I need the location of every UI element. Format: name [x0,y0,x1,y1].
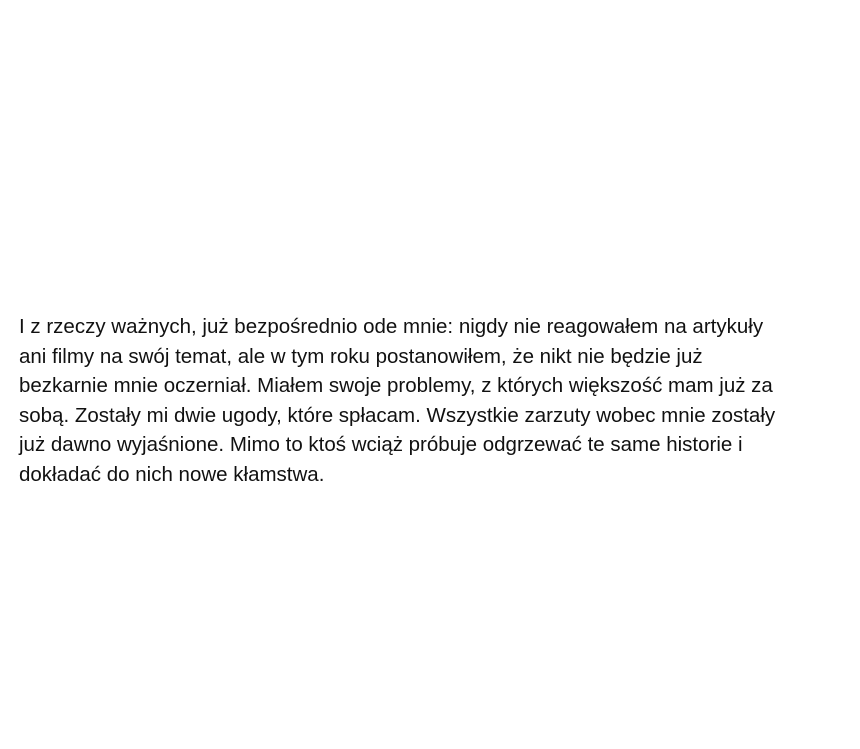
paragraph-line-1: I z rzeczy ważnych, już bezpośrednio ode mnie: nigdy nie reagowałem na artykuły [19,315,764,338]
paragraph-line-2: ani filmy na swój temat, ale w tym roku postanowiłem, że nikt nie będzie już [19,344,703,368]
paragraph-line-5: już dawno wyjaśnione. Mimo to ktoś wciąż próbuje odgrzewać te same historie i [19,433,743,456]
paragraph-line-6: dokładać do nich nowe kłamstwa. [19,462,325,486]
statement-paragraph [19,312,849,489]
paragraph-line-4: sobą. Zostały mi dwie ugody, które spłacam. Wszystkie zarzuty wobec mnie zostały [19,403,776,427]
paragraph-line-3: bezkarnie mnie oczerniał. Miałem swoje problemy, z których większość mam już za [19,374,773,397]
